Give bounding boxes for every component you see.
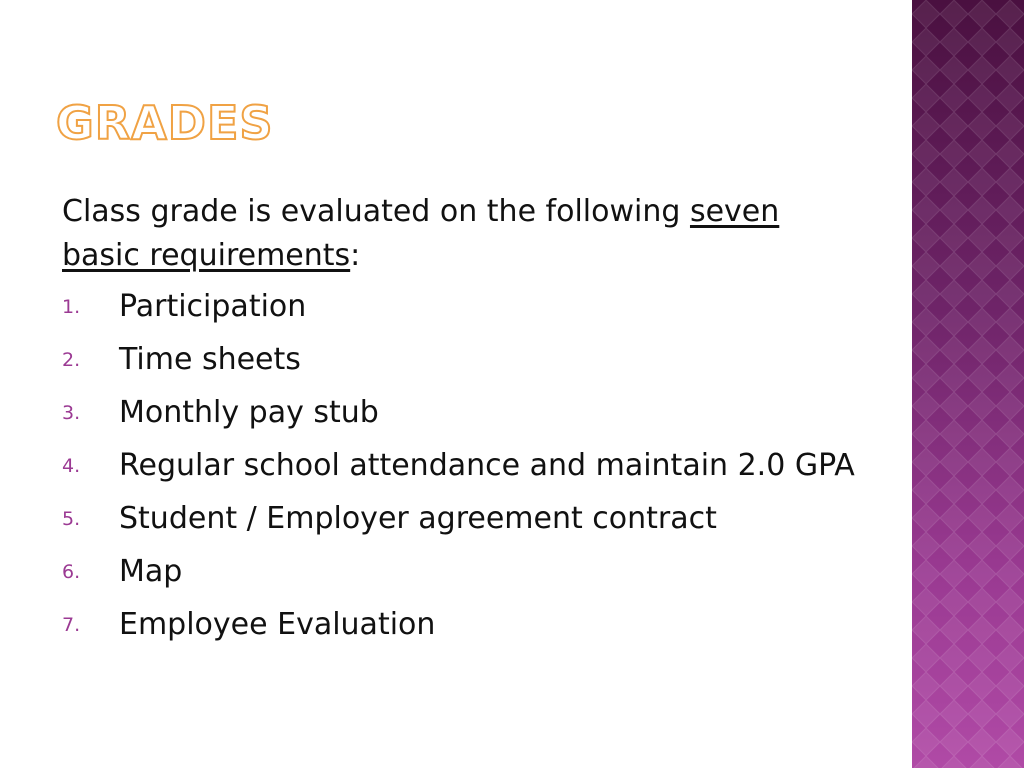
intro-text — [62, 190, 862, 278]
list-number: 4. — [62, 455, 81, 477]
list-text: Time sheets — [119, 342, 301, 377]
list-number: 2. — [62, 349, 81, 371]
list-item — [62, 338, 872, 382]
intro-before: Class grade is evaluated on the following — [62, 194, 690, 229]
list-item — [62, 550, 872, 594]
list-item — [62, 285, 872, 329]
decorative-side-band — [912, 0, 1024, 768]
list-number: 7. — [62, 614, 81, 636]
list-item — [62, 391, 872, 435]
intro-underlined: seven basic requirements — [62, 194, 780, 273]
diamond-pattern — [912, 0, 1024, 768]
list-number: 5. — [62, 508, 81, 530]
list-item — [62, 603, 872, 647]
list-text: Participation — [119, 289, 307, 324]
list-item — [62, 444, 872, 488]
list-number: 6. — [62, 561, 81, 583]
list-text: Map — [119, 554, 183, 589]
slide-title: GRADES — [56, 96, 274, 150]
intro-after: : — [350, 238, 361, 273]
list-text: Regular school attendance and maintain 2.0 GPA — [119, 448, 855, 483]
list-number: 1. — [62, 296, 81, 318]
requirements-list — [62, 285, 872, 656]
list-item — [62, 497, 872, 541]
list-text: Monthly pay stub — [119, 395, 379, 430]
list-text: Student / Employer agreement contract — [119, 501, 717, 536]
list-number: 3. — [62, 402, 81, 424]
list-text: Employee Evaluation — [119, 607, 436, 642]
